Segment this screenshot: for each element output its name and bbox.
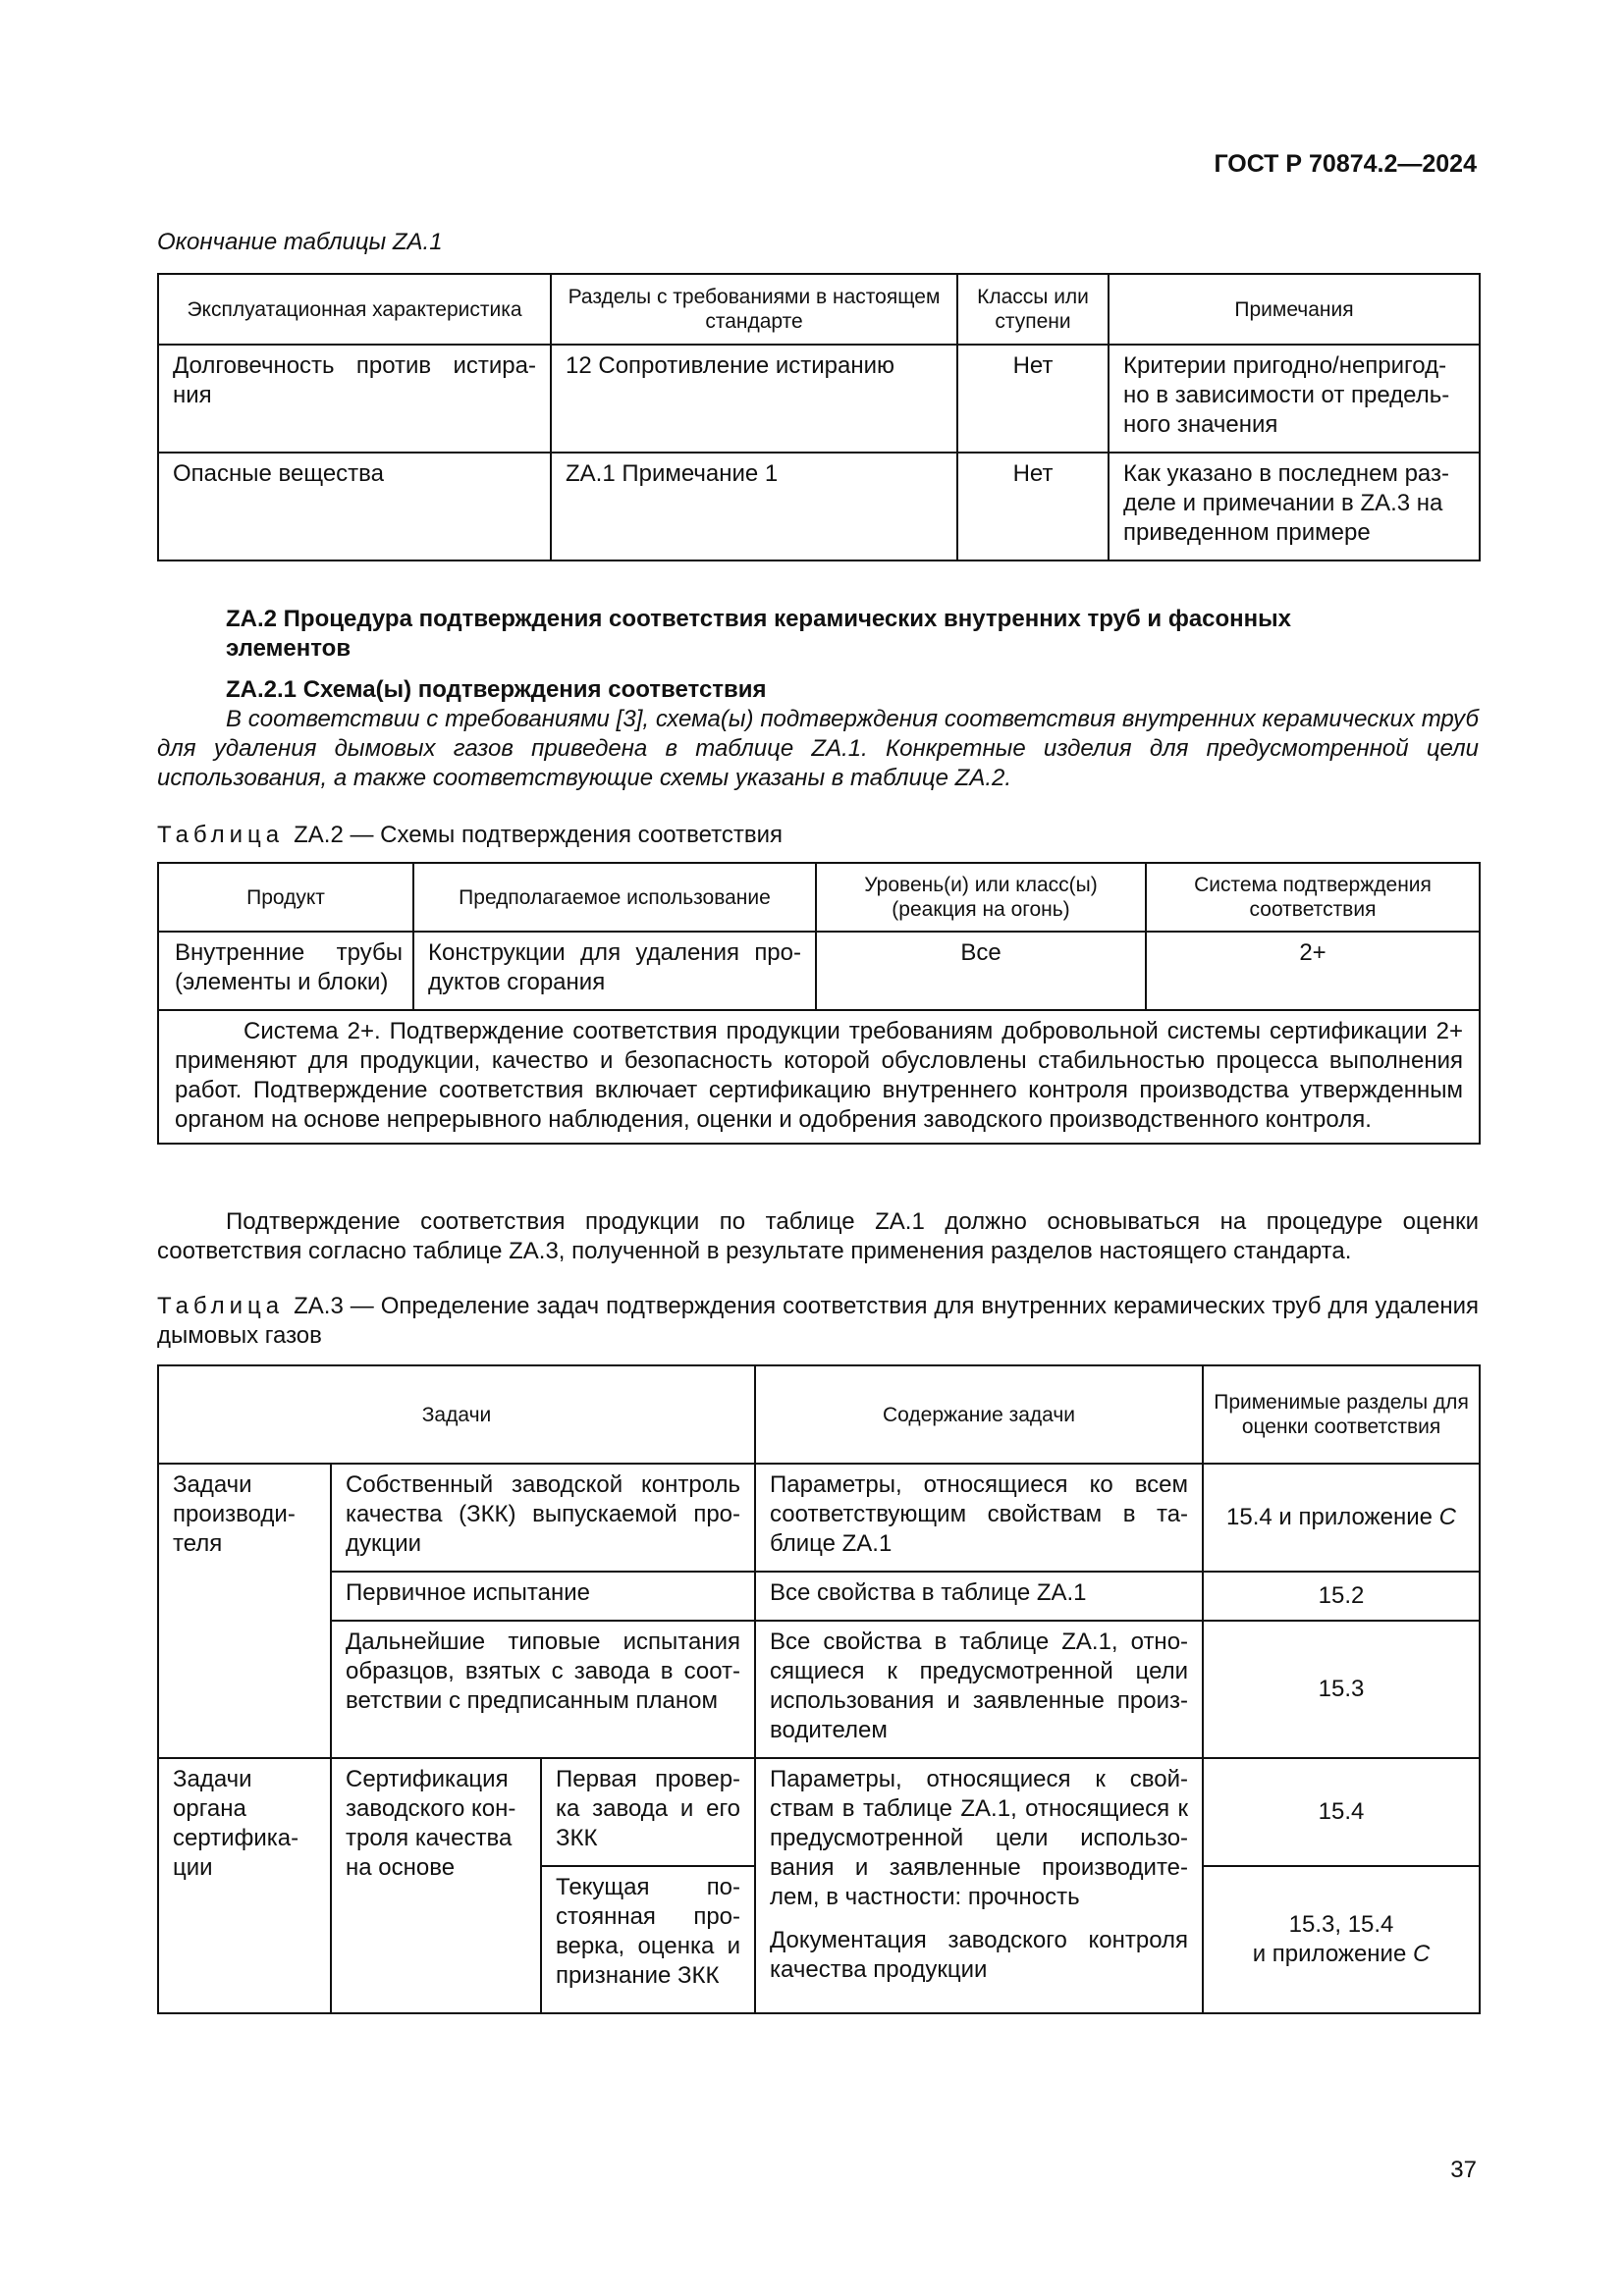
table-header-cell: Система подтверждения соответствия: [1146, 863, 1480, 932]
table-cell: Все свойства в таблице ZA.1, отно-сящиеся к предусмотренной цели использования и заявленные произ-водителем: [755, 1621, 1203, 1758]
subsection-heading: ZA.2.1 Схема(ы) подтверждения соответствия: [226, 676, 767, 703]
table-za1: [157, 273, 1481, 561]
table-cell: 15.4: [1203, 1758, 1480, 1866]
table-cell: [1203, 1464, 1480, 1572]
table-cell: Все: [816, 932, 1146, 1010]
table-za3: [157, 1364, 1481, 2014]
table-row: [158, 1621, 1480, 1758]
section-heading: ZA.2 Процедура подтверждения соответствия керамических внутренних труб и фасонных элементов: [226, 606, 1292, 662]
table-caption: [157, 821, 783, 850]
table-header-row: [158, 863, 1480, 932]
group-label-certification-body: Задачи органа сертифика-ции: [158, 1758, 331, 2013]
table-caption-text: ZA.3 — Определение задач подтверждения соответствия для внутренних керамических труб для удаления дымовых газов: [157, 1293, 1479, 1349]
table-header-row: [158, 1365, 1480, 1464]
table-row: [158, 1464, 1480, 1572]
table-cell: Опасные вещества: [158, 453, 551, 561]
table-cell: Критерии пригодно/непригод-но в зависимости от предель-ного значения: [1109, 345, 1480, 453]
table-note-row: [158, 1010, 1480, 1144]
page-number: 37: [1450, 2157, 1477, 2183]
table-row: [158, 1572, 1480, 1621]
table-cell: Нет: [957, 453, 1109, 561]
task-content: Параметры, относящиеся к свой-ствам в таблице ZA.1, относящиеся к предусмотренной цели использо-вания и заявленные производите-лем, в частности: прочность: [770, 1766, 1189, 1910]
table-header-cell: Разделы с требованиями в настоящем стандарте: [551, 274, 957, 345]
group-label-manufacturer: Задачи производи-теля: [158, 1464, 331, 1758]
table-cell: [755, 1758, 1203, 2013]
table-cell: Первая провер-ка завода и его ЗКК: [541, 1758, 755, 1866]
clause-annex: [1218, 1940, 1465, 1969]
table-cell: Сертификация заводского кон-троля качества на основе: [331, 1758, 541, 2013]
task-content: Документация заводского контроля качества продукции: [770, 1927, 1189, 1983]
table-cell: Как указано в последнем раз-деле и примечании в ZA.3 на приведенном примере: [1109, 453, 1480, 561]
table-cell: Дальнейшие типовые испытания образцов, взятых с завода в соот-ветствии с предписанным планом: [331, 1621, 755, 1758]
table-header-cell: Содержание задачи: [755, 1365, 1203, 1464]
table-note: Система 2+. Подтверждение соответствия продукции требованиям добровольной системы сертификации 2+ применяют для продукции, качество и безопасность которой обусловлены стабильностью процесса выполнения работ. Подтверждение соответствия включает сертификацию внутреннего контроля производства утвержденным органом на основе непрерывного наблюдения, оценки и одобрения заводского производственного контроля.: [158, 1010, 1480, 1144]
table-za2: [157, 862, 1481, 1145]
table-cell: Все свойства в таблице ZA.1: [755, 1572, 1203, 1621]
intro-paragraph: В соответствии с требованиями [3], схема(ы) подтверждения соответствия внутренних керамических труб для удаления дымовых газов приведена в таблице ZA.1. Конкретные изделия для предусмотренной цели использования, а также соответствующие схемы указаны в таблице ZA.2.: [157, 706, 1479, 791]
table-cell: [1203, 1866, 1480, 2013]
table-cell: Собственный заводской контроль качества (ЗКК) выпускаемой про-дукции: [331, 1464, 755, 1572]
document-code: ГОСТ Р 70874.2—2024: [1214, 150, 1477, 178]
table-cell: ZA.1 Примечание 1: [551, 453, 957, 561]
clause-text: и приложение: [1252, 1941, 1407, 1967]
table-caption-text: ZA.2 — Схемы подтверждения соответствия: [294, 822, 784, 848]
table-header-row: [158, 274, 1480, 345]
table-cell: Конструкции для удаления про-дуктов сгорания: [413, 932, 816, 1010]
table-cell: Первичное испытание: [331, 1572, 755, 1621]
table-row: [158, 932, 1480, 1010]
annex-letter: C: [1412, 1941, 1431, 1967]
table-row: [158, 1758, 1480, 1866]
table-header-cell: Классы или ступени: [957, 274, 1109, 345]
table-caption: [157, 1292, 1479, 1351]
table-continuation-title: Окончание таблицы ZA.1: [157, 229, 443, 255]
table-cell: 15.2: [1203, 1572, 1480, 1621]
table-cell: 12 Сопротивление истиранию: [551, 345, 957, 453]
table-header-cell: Примечания: [1109, 274, 1480, 345]
table-caption-prefix: Таблица: [157, 1293, 285, 1319]
table-row: [158, 345, 1480, 453]
table-cell: Долговечность против истира-ния: [158, 345, 551, 453]
clause-text: 15.3, 15.4: [1288, 1911, 1394, 1938]
table-cell: Нет: [957, 345, 1109, 453]
table-cell: 2+: [1146, 932, 1480, 1010]
table-header-cell: Применимые разделы для оценки соответствия: [1203, 1365, 1480, 1464]
annex-letter: C: [1438, 1504, 1457, 1530]
table-caption-prefix: Таблица: [157, 822, 285, 848]
table-cell: Параметры, относящиеся ко всем соответствующим свойствам в та-блице ZA.1: [755, 1464, 1203, 1572]
table-header-cell: Предполагаемое использование: [413, 863, 816, 932]
table-header-cell: Эксплуатационная характеристика: [158, 274, 551, 345]
table-row: [158, 453, 1480, 561]
table-cell: Текущая по-стоянная про-верка, оценка и признание ЗКК: [541, 1866, 755, 2013]
table-header-cell: Уровень(и) или класс(ы) (реакция на огонь): [816, 863, 1146, 932]
table-header-cell: Продукт: [158, 863, 413, 932]
body-paragraph: Подтверждение соответствия продукции по таблице ZA.1 должно основываться на процедуре оценки соответствия согласно таблице ZA.3, полученной в результате применения разделов настоящего стандарта.: [157, 1208, 1479, 1264]
clause-text: 15.4 и приложение: [1226, 1504, 1433, 1530]
table-header-cell: Задачи: [158, 1365, 755, 1464]
table-cell: Внутренние трубы (элементы и блоки): [158, 932, 413, 1010]
table-cell: 15.3: [1203, 1621, 1480, 1758]
